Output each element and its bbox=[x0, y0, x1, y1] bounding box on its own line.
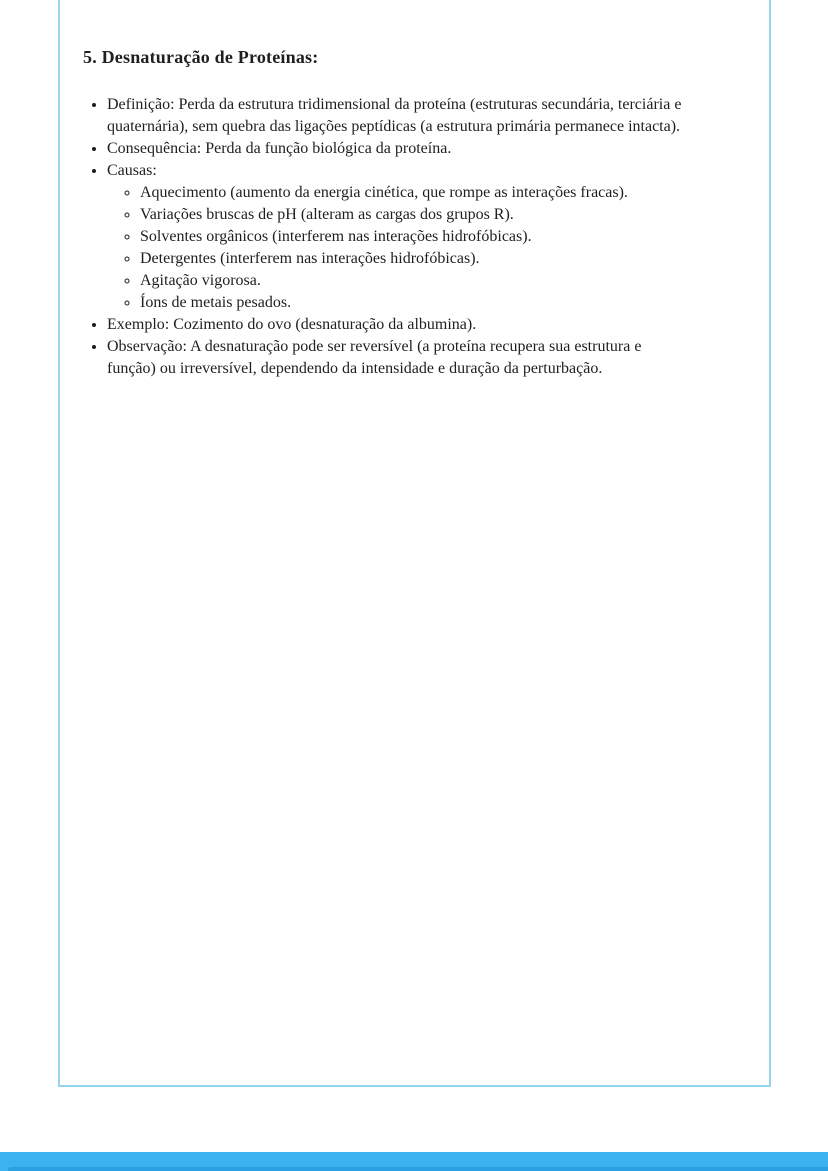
causes-sublist bbox=[107, 182, 745, 314]
list-item-line: quaternária), sem quebra das ligações peptídicas (a estrutura primária permanece intacta). bbox=[107, 118, 681, 135]
document-content-card bbox=[58, 0, 771, 1087]
list-item bbox=[107, 94, 745, 138]
list-item-line: • Exemplo: Cozimento do ovo (desnaturação da albumina). bbox=[107, 316, 477, 333]
list-item-line: • Observação: A desnaturação pode ser reversível (a proteína recupera sua estrutura e bbox=[107, 338, 642, 355]
topic-list bbox=[83, 94, 745, 380]
sublist-item bbox=[140, 248, 745, 270]
list-item bbox=[107, 314, 745, 336]
list-item bbox=[107, 138, 745, 160]
list-item-line: • Causas: bbox=[107, 162, 157, 179]
list-item-line: • Definição: Perda da estrutura tridimensional da proteína (estruturas secundária, terciária e bbox=[107, 96, 682, 113]
list-item-line: • Consequência: Perda da função biológica da proteína. bbox=[107, 140, 452, 157]
sublist-item-line: ◦ Variações bruscas de pH (alteram as cargas dos grupos R). bbox=[140, 206, 514, 223]
section-heading: 5. Desnaturação de Proteínas: bbox=[83, 47, 319, 67]
sublist-item-line: ◦ Solventes orgânicos (interferem nas interações hidrofóbicas). bbox=[140, 228, 532, 245]
footer-bar bbox=[0, 1152, 828, 1171]
list-item bbox=[107, 160, 745, 314]
card-inner bbox=[60, 0, 769, 380]
sublist-item bbox=[140, 226, 745, 248]
footer-bar-accent bbox=[8, 1167, 828, 1171]
sublist-item-line: ◦ Agitação vigorosa. bbox=[140, 272, 261, 289]
sublist-item-line: ◦ Detergentes (interferem nas interações hidrofóbicas). bbox=[140, 250, 480, 267]
sublist-item-line: ◦ Aquecimento (aumento da energia cinética, que rompe as interações fracas). bbox=[140, 184, 628, 201]
sublist-item bbox=[140, 182, 745, 204]
sublist-item bbox=[140, 292, 745, 314]
sublist-item bbox=[140, 204, 745, 226]
list-item-line: função) ou irreversível, dependendo da intensidade e duração da perturbação. bbox=[107, 360, 603, 377]
sublist-item bbox=[140, 270, 745, 292]
list-item bbox=[107, 336, 745, 380]
sublist-item-line: ◦ Íons de metais pesados. bbox=[140, 294, 292, 311]
